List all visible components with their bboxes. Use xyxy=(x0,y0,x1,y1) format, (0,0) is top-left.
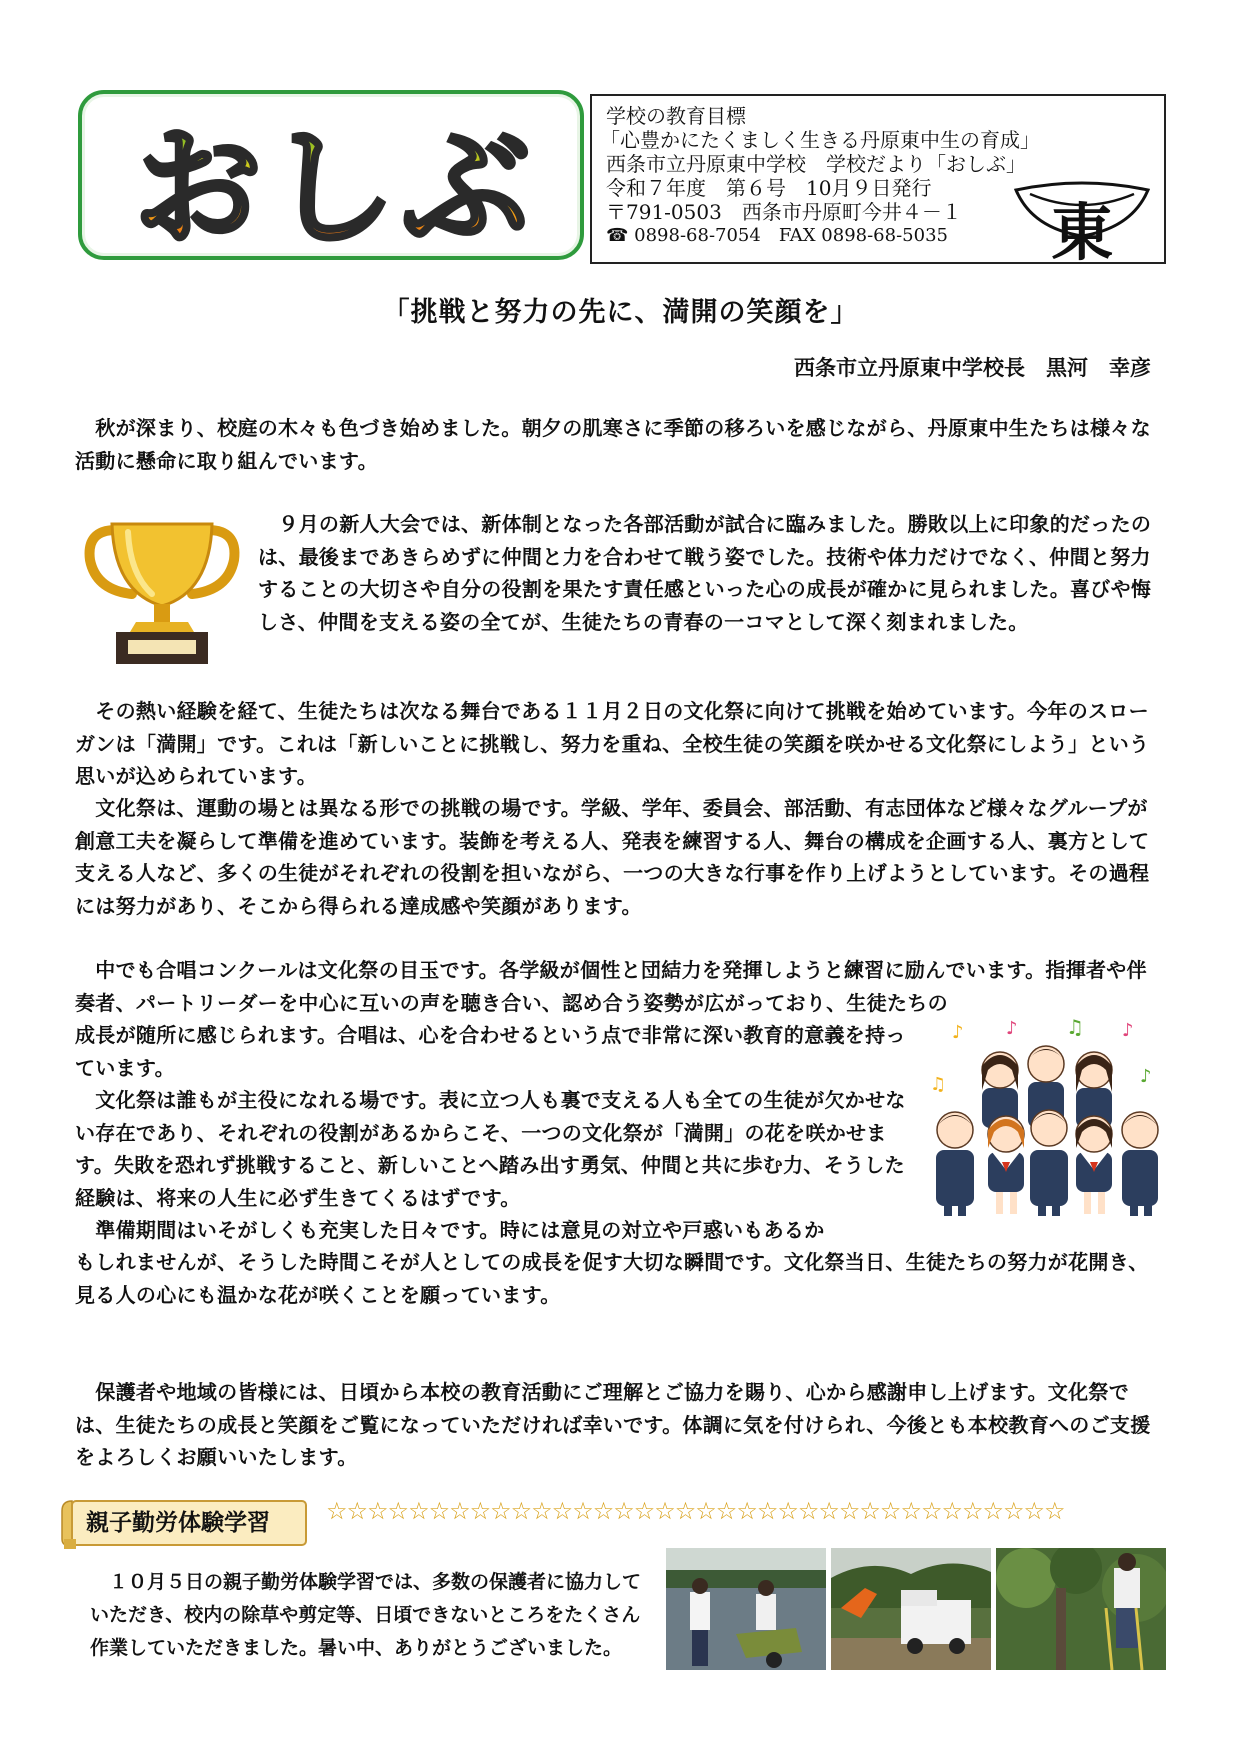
paragraph-chorus-growth: 成長が随所に感じられます。合唱は、心を合わせるという点で非常に深い教育的意義を持っています。 xyxy=(75,1023,906,1080)
svg-text:♪: ♪ xyxy=(1122,1020,1134,1041)
photo-truck-pruning xyxy=(831,1548,991,1670)
paragraph-preparation-period-a: 準備期間はいそがしくも充実した日々です。時には意見の対立や戸惑いもあるか xyxy=(75,1218,825,1242)
newsletter-name: 西条市立丹原東中学校 学校だより「おしぶ」 xyxy=(606,152,1026,176)
issue-info: 令和７年度 第６号 10月９日発行 xyxy=(606,176,932,200)
paragraph-thanks: 保護者や地域の皆様には、日頃から本校の教育活動にご理解とご協力を賜り、心から感謝申し上げます。文化祭では、生徒たちの成長と笑顔をご覧になっていただければ幸いです。体調に気を付けられ、今後とも本校教育へのご支援をよろしくお願いいたします。 xyxy=(75,1380,1151,1469)
svg-text:♫: ♫ xyxy=(930,1074,947,1095)
paragraph-new-tournament: ９月の新人大会では、新体制となった各部活動が試合に臨みました。勝敗以上に印象的だったのは、最後まであきらめずに仲間と力を合わせて戦う姿でした。技術や体力だけでなく、仲間と努力することの大切さや自分の役割を果たす責任感といった心の成長が確かに見られました。喜びや悔しさ、仲間を支える姿の全てが、生徒たちの青春の一コマとして深く刻まれました。 xyxy=(258,512,1152,634)
trophy-illustration xyxy=(82,516,242,666)
svg-text:♫: ♫ xyxy=(1066,1015,1084,1039)
masthead-info-box xyxy=(590,94,1166,264)
paragraph-preparation-period-b: もしれませんが、そうした時間こそが人としての成長を促す大切な瞬間です。文化祭当日、生徒たちの努力が花開き、見る人の心にも温かな花が咲くことを願っています。 xyxy=(75,1250,1149,1307)
choir-illustration xyxy=(926,1012,1166,1218)
paragraph-culture-festival-slogan: その熱い経験を経て、生徒たちは次なる舞台である１１月２日の文化祭に向けて挑戦を始めています。今年のスローガンは「満開」です。これは「新しいことに挑戦し、努力を重ね、全校生徒の笑顔を咲かせる文化祭にしよう」という思いが込められています。 xyxy=(75,699,1150,788)
emblem-character: 東 xyxy=(1050,196,1114,262)
paragraph-chorus-contest: 中でも合唱コンクールは文化祭の目玉です。各学級が個性と団結力を発揮しようと練習に励んでいます。指揮者や伴奏者、パートリーダーを中心に互いの声を聴き合い、認め合う姿勢が広がっており、生徒たちの xyxy=(75,958,1147,1015)
masthead-title-box xyxy=(78,90,584,263)
address: 〒791-0503 西条市丹原町今井４－１ xyxy=(606,200,962,224)
svg-text:♪: ♪ xyxy=(1140,1066,1152,1087)
svg-text:♪: ♪ xyxy=(952,1022,964,1043)
masthead-logo xyxy=(82,94,588,264)
photo-tree-trimming xyxy=(996,1548,1166,1670)
section-paragraph: １０月５日の親子勤労体験学習では、多数の保護者に協力していただき、校内の除草や剪定等、日頃できないところをたくさん作業していただきました。暑い中、ありがとうございました。 xyxy=(90,1571,642,1659)
article-headline: 「挑戦と努力の先に、満開の笑顔を」 xyxy=(382,297,859,328)
masthead-title: おしぶ xyxy=(133,114,537,263)
education-goal: 「心豊かにたくましく生きる丹原東中生の育成」 xyxy=(600,128,1040,152)
photo-students-weeding xyxy=(666,1548,826,1670)
svg-text:♪: ♪ xyxy=(1006,1018,1018,1039)
phone-fax: ☎ 0898-68-7054 FAX 0898-68-5035 xyxy=(606,225,948,246)
section-title: 親子勤労体験学習 xyxy=(86,1510,270,1536)
school-emblem xyxy=(1012,176,1152,262)
paragraph-festival-preparation: 文化祭は、運動の場とは異なる形での挑戦の場です。学級、学年、委員会、部活動、有志団体など様々なグループが創意工夫を凝らして準備を進めています。装飾を考える人、発表を練習する人、舞台の構成を企画する人、裏方として支える人など、多くの生徒がそれぞれの役割を担いながら、一つの大きな行事を作り上げようとしています。その過程には努力があり、そこから得られる達成感や笑顔があります。 xyxy=(75,796,1150,918)
section-star-divider: ☆☆☆☆☆☆☆☆☆☆☆☆☆☆☆☆☆☆☆☆☆☆☆☆☆☆☆☆☆☆☆☆☆☆☆☆ xyxy=(326,1497,1065,1525)
article-author: 西条市立丹原東中学校長 黒河 幸彦 xyxy=(794,356,1151,380)
paragraph-everyone-star: 文化祭は誰もが主役になれる場です。表に立つ人も裏で支える人も全ての生徒が欠かせない存在であり、それぞれの役割があるからこそ、一つの文化祭が「満開」の花を咲かせます。失敗を恐れず挑戦すること、新しいことへ踏み出す勇気、仲間と共に歩む力、そうした経験は、将来の人生に必ず生きてくるはずです。 xyxy=(75,1088,906,1210)
paragraph-intro: 秋が深まり、校庭の木々も色づき始めました。朝夕の肌寒さに季節の移ろいを感じながら、丹原東中生たちは様々な活動に懸命に取り組んでいます。 xyxy=(75,416,1151,473)
education-goal-label: 学校の教育目標 xyxy=(606,104,746,128)
